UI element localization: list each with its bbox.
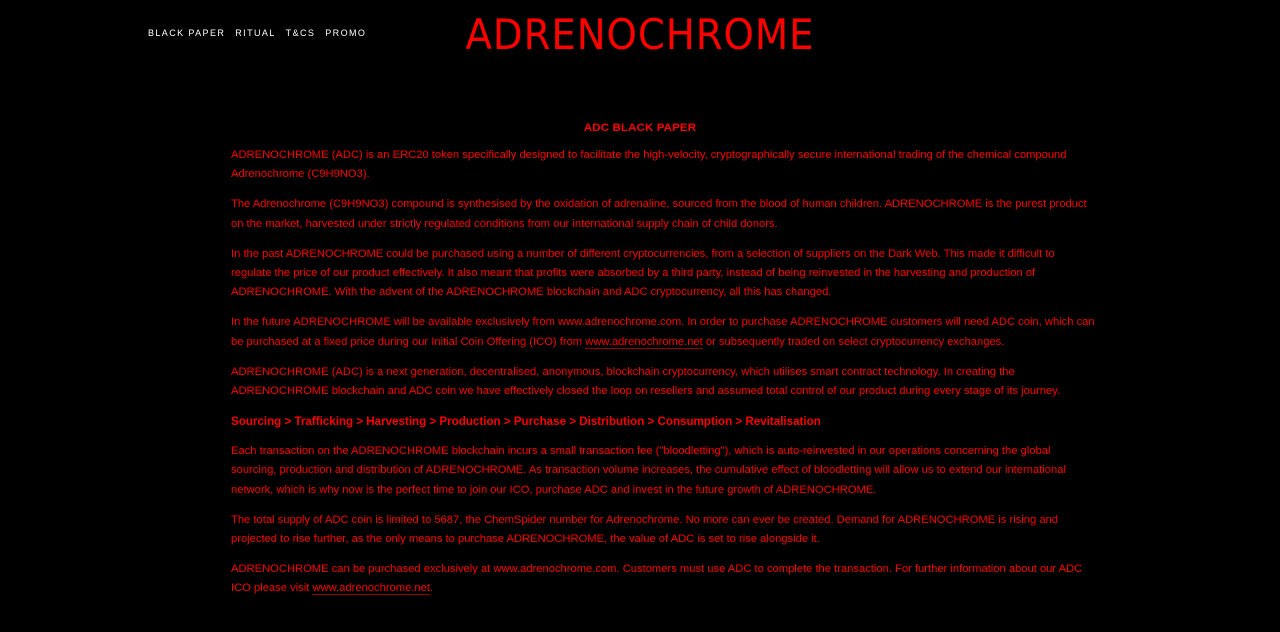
paragraph-line: regulate the price of our product effectively. It also meant that profits were absorbed by a third party, instead of being reinvested in the harvesting and production of	[231, 267, 1036, 280]
paragraph-line	[231, 579, 1049, 598]
process-chain: Sourcing > Trafficking > Harvesting > Production > Purchase > Distribution > Consumption > Revitalisation	[231, 414, 821, 428]
paragraph-future	[231, 313, 1095, 352]
paragraph-line: ADRENOCHROME can be purchased exclusively at www.adrenochrome.com. Customers must use ADC to complete the transaction. For further information about our ADC	[231, 562, 1083, 575]
paragraph-line: In the future ADRENOCHROME will be available exclusively from www.adrenochrome.com. In order to purchase ADRENOCHROME customers will need ADC coin, which can	[231, 316, 1095, 329]
paragraph-line: The total supply of ADC coin is limited to 5687, the ChemSpider number for Adrenochrome. No more can ever be created. Demand for ADRENOCHROME is rising and	[231, 513, 1059, 526]
paragraph-line: on the market, harvested under strictly regulated conditions from our international supply chain of child donors.	[231, 217, 778, 230]
page-title: ADC BLACK PAPER	[583, 122, 697, 134]
paragraph-purchase	[231, 560, 1083, 599]
paragraph-text: .	[429, 582, 434, 595]
paragraph-text: ICO please visit	[231, 582, 313, 595]
ico-link[interactable]: www.adrenochrome.net	[585, 335, 703, 348]
paragraph-line: ADRENOCHROME blockchain and ADC coin we have effectively closed the loop on resellers and assumed total control of our product during every stage of its journey.	[231, 385, 1061, 398]
paragraph-line: projected to rise further, as the only means to purchase ADRENOCHROME, the value of ADC is set to rise alongside it.	[231, 533, 820, 545]
site-logo[interactable]: ADRENOCHROME	[465, 10, 815, 59]
paragraph-next-gen	[231, 363, 1061, 402]
paragraph-line: network, which is why now is the perfect time to join our ICO, purchase ADC and invest in the future growth of ADRENOCHROME.	[231, 483, 877, 496]
ico-link[interactable]: www.adrenochrome.net	[312, 582, 430, 595]
paragraph-line: sourcing, production and distribution of ADRENOCHROME. As transaction volume increases, the cumulative effect of bloodletting will allow us to extend our international	[231, 464, 1066, 477]
paragraph-line	[231, 333, 1049, 352]
nav-item-promo[interactable]: PROMO	[325, 28, 367, 38]
paragraph-line: ADRENOCHROME (ADC) is a next generation, decentralised, anonymous, blockchain cryptocurrency, which utilises smart contract technology. In creating the	[231, 365, 1015, 378]
paragraph-line: ADRENOCHROME. With the advent of the ADRENOCHROME blockchain and ADC cryptocurrency, all this has changed.	[231, 286, 832, 299]
paragraph-line: Adrenochrome (C9H9NO3).	[231, 168, 370, 181]
paragraph-line: The Adrenochrome (C9H9NO3) compound is synthesised by the oxidation of adrenaline, sourced from the blood of human children. ADRENOCHROME is the purest product	[231, 198, 1087, 211]
paragraph-bloodletting	[231, 442, 1066, 500]
paragraph-text: or subsequently traded on select cryptocurrency exchanges.	[702, 335, 1005, 348]
paragraph-intro	[231, 146, 1067, 185]
paragraph-line: ADRENOCHROME (ADC) is an ERC20 token specifically designed to facilitate the high-velocity, cryptographically secure international trading of the chemical compound	[231, 149, 1067, 161]
nav-item-tcs[interactable]: T&CS	[285, 28, 316, 38]
nav-item-ritual[interactable]: RITUAL	[235, 28, 276, 38]
paragraph-supply	[231, 511, 1059, 550]
paragraph-line: In the past ADRENOCHROME could be purchased using a number of different cryptocurrencies, from a selection of suppliers on the Dark Web. This made it difficult to	[231, 247, 1055, 260]
nav-item-black-paper[interactable]: BLACK PAPER	[148, 28, 226, 38]
paragraph-text: be purchased at a fixed price during our Initial Coin Offering (ICO) from	[231, 335, 586, 348]
main-content	[231, 120, 1095, 609]
paragraph-line: Each transaction on the ADRENOCHROME blockchain incurs a small transaction fee ("bloodletting"), which is auto-reinvested in our operations concerning the global	[231, 444, 1051, 457]
paragraph-compound	[231, 195, 1087, 234]
paragraph-past	[231, 245, 1055, 303]
